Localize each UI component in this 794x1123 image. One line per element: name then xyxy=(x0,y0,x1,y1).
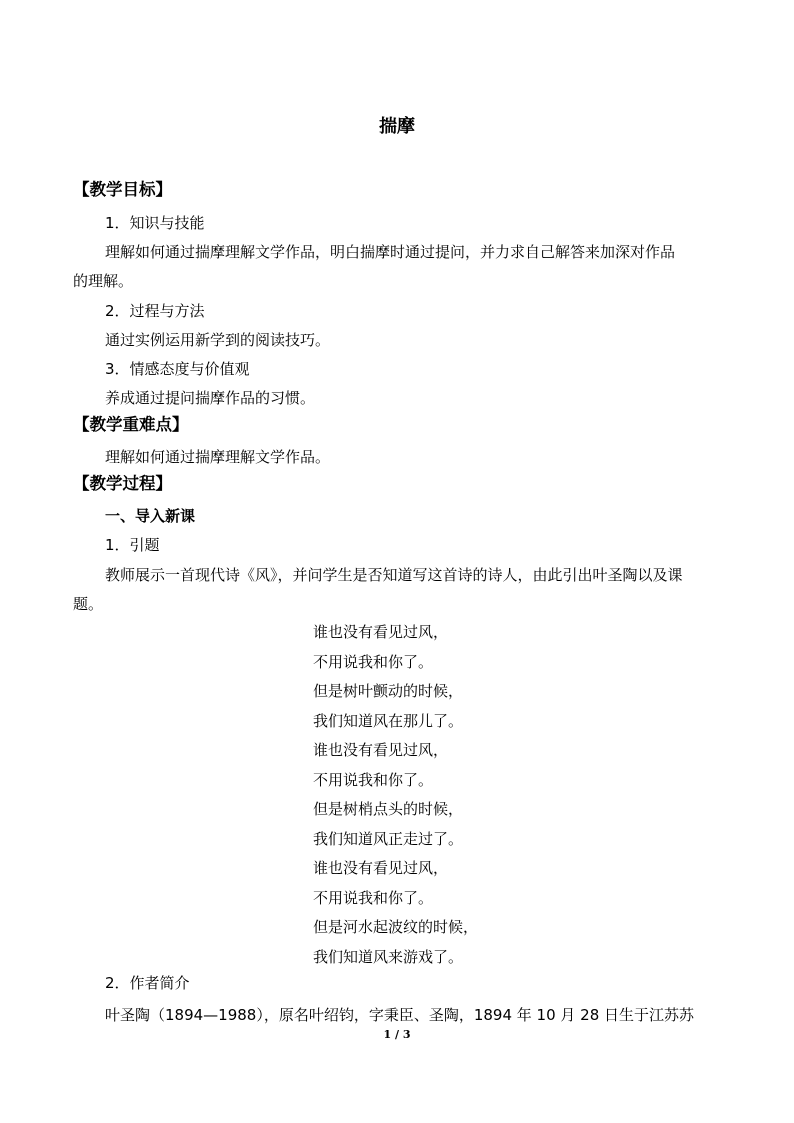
poem-line: 不用说我和你了。 xyxy=(313,888,434,907)
poem-line: 但是树叶颤动的时候， xyxy=(313,682,464,700)
objective-item-3-text: 养成通过提问揣摩作品的习惯。 xyxy=(105,389,316,407)
page-number: 1 / 3 xyxy=(383,1028,411,1041)
objective-item-1: 1．知识与技能 xyxy=(105,214,205,232)
poem-line: 谁也没有看见过风， xyxy=(313,741,449,759)
process-step-1-text: 教师展示一首现代诗《风》，并问学生是否知道写这首诗的诗人，由此引出叶圣陶以及课 xyxy=(105,566,683,584)
section-heading-key-points: 【教学重难点】 xyxy=(73,415,189,434)
section-heading-objectives: 【教学目标】 xyxy=(73,180,172,199)
poem-line: 不用说我和你了。 xyxy=(313,652,434,671)
poem-line: 不用说我和你了。 xyxy=(313,770,434,789)
poem-line: 谁也没有看见过风， xyxy=(313,623,449,641)
process-part-1: 一、导入新课 xyxy=(105,507,196,525)
poem-line: 但是河水起波纹的时候， xyxy=(313,918,479,936)
process-step-2: 2．作者简介 xyxy=(105,974,190,992)
poem-line: 谁也没有看见过风， xyxy=(313,859,449,877)
objective-item-3: 3．情感态度与价值观 xyxy=(105,360,250,378)
poem-line: 但是树梢点头的时候， xyxy=(313,800,464,818)
section-heading-process: 【教学过程】 xyxy=(73,474,172,493)
poem-line: 我们知道风来游戏了。 xyxy=(313,947,464,966)
key-points-text: 理解如何通过揣摩理解文学作品。 xyxy=(105,448,331,466)
objective-item-1-text-cont: 的理解。 xyxy=(73,272,134,290)
page-title: 揣摩 xyxy=(379,116,415,137)
poem-line: 我们知道风在那儿了。 xyxy=(313,711,464,730)
objective-item-1-text: 理解如何通过揣摩理解文学作品，明白揣摩时通过提问，并力求自己解答来加深对作品 xyxy=(105,243,676,261)
process-step-2-text: 叶圣陶（1894—1988），原名叶绍钧，字秉臣、圣陶，1894 年 10 月 28 日生于江苏苏 xyxy=(105,1006,695,1024)
poem-line: 我们知道风正走过了。 xyxy=(313,829,464,848)
process-step-1-text-cont: 题。 xyxy=(73,595,104,613)
objective-item-2: 2．过程与方法 xyxy=(105,302,205,320)
objective-item-2-text: 通过实例运用新学到的阅读技巧。 xyxy=(105,331,331,349)
process-step-1: 1．引题 xyxy=(105,536,160,554)
